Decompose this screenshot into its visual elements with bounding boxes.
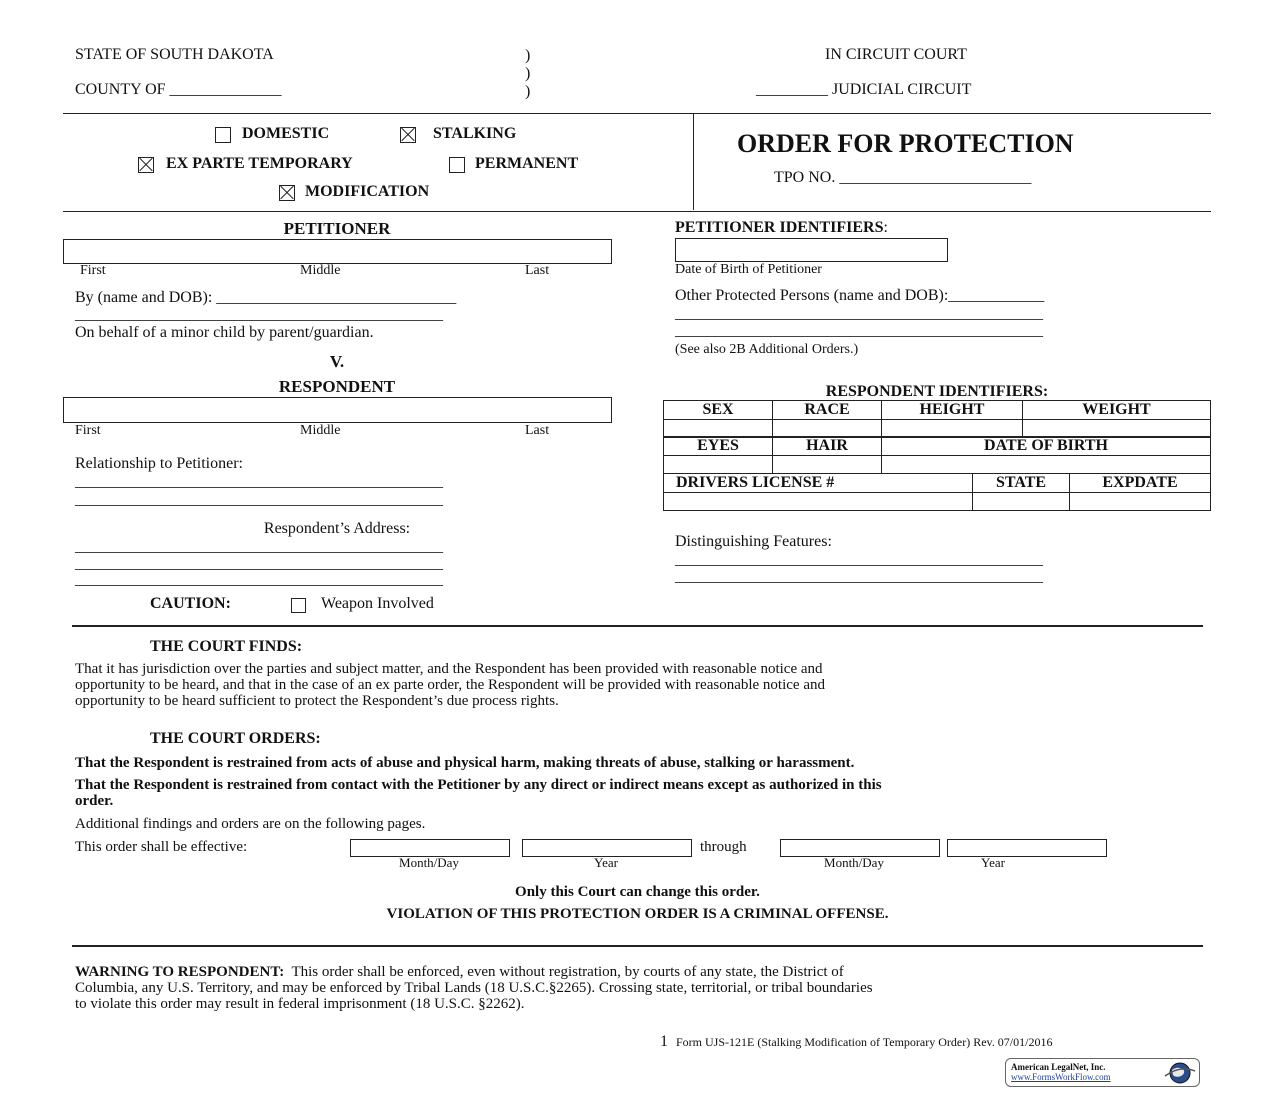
order-restraint-contact-2: order. [75,793,114,809]
caption-paren-1: ) [525,47,531,64]
race-header: RACE [773,401,882,420]
behalf-text: On behalf of a minor child by parent/guardian. [75,324,374,341]
petitioner-last-label: Last [525,263,550,278]
features-line-1: ______________________________________________ [675,551,1043,568]
hair-header: HAIR [773,437,882,456]
order-restraint-contact: That the Respondent is restrained from contact with the Petitioner by any direct or indirect means except as authorized in this [75,777,882,793]
address-line-1: ______________________________________________ [75,538,443,555]
stalking-label: STALKING [433,125,517,142]
form-number: Form UJS-121E (Stalking Modification of Temporary Order) Rev. 07/01/2016 [676,1035,1053,1049]
warning-label: WARNING TO RESPONDENT: [75,964,285,980]
ex-parte-label: EX PARTE TEMPORARY [166,155,353,172]
warning-divider [72,945,1203,947]
weight-header: WEIGHT [1023,401,1211,420]
sex-cell[interactable] [664,420,773,438]
end-month-day-label: Month/Day [824,855,884,870]
race-cell[interactable] [773,420,882,438]
modification-checkbox[interactable] [279,185,295,201]
petitioner-dob-field[interactable] [675,238,948,262]
relationship-line-2: ______________________________________________ [75,491,443,508]
petitioner-middle-label: Middle [300,263,341,278]
respondent-first-label: First [75,423,101,438]
ex-parte-checkbox[interactable] [138,157,154,173]
stalking-checkbox[interactable] [400,127,416,143]
weapon-label: Weapon Involved [321,595,434,612]
dl-state-cell[interactable] [973,493,1070,511]
other-protected-label: Other Protected Persons (name and DOB):____________ [675,287,1045,304]
respondent-identifiers-table-2 [663,436,1211,474]
court-orders-heading: THE COURT ORDERS: [150,730,321,747]
end-year-label: Year [981,855,1005,870]
start-year-label: Year [594,855,618,870]
additional-findings-note: Additional findings and orders are on the following pages. [75,816,426,832]
globe-icon [1163,1061,1197,1085]
caption-paren-3: ) [525,83,531,100]
findings-line-3: opportunity to be heard sufficient to protect the Respondent’s due process rights. [75,693,559,709]
start-month-day-label: Month/Day [399,855,459,870]
domestic-label: DOMESTIC [242,125,330,142]
findings-line-1: That it has jurisdiction over the parties and subject matter, and the Respondent has been provided with reasonable notice and [75,661,823,677]
by-name-dob-line: ______________________________________________ [75,306,443,323]
drivers-license-table [663,473,1211,511]
caution-label: CAUTION: [150,595,231,612]
weight-cell[interactable] [1023,420,1211,438]
respondent-identifiers-heading: RESPONDENT IDENTIFIERS: [825,383,1049,400]
permanent-checkbox[interactable] [449,157,465,173]
petitioner-identifiers-title: PETITIONER IDENTIFIERS [675,219,884,236]
petitioner-dob-label: Date of Birth of Petitioner [675,262,822,277]
weapon-checkbox[interactable] [291,598,306,613]
effective-label: This order shall be effective: [75,839,248,855]
section-divider [63,211,1211,212]
findings-line-2: opportunity to be heard, and that in the case of an ex parte order, the Respondent will be provided with reasonable notice and [75,677,825,693]
dob-header: DATE OF BIRTH [882,437,1211,456]
order-restraint-abuse: That the Respondent is restrained from acts of abuse and physical harm, making threats of abuse, stalking or harassment. [75,755,855,771]
expdate-cell[interactable] [1070,493,1211,511]
violation-warning: VIOLATION OF THIS PROTECTION ORDER IS A CRIMINAL OFFENSE. [386,906,889,922]
versus-label: V. [329,352,345,371]
dl-state-header: STATE [973,474,1070,493]
eyes-header: EYES [664,437,773,456]
address-line-3: ______________________________________________ [75,571,443,588]
tpo-number: TPO NO. ________________________ [774,169,1032,186]
address-line-2: ______________________________________________ [75,555,443,572]
respondent-address-label: Respondent’s Address: [263,520,411,537]
only-court-note: Only this Court can change this order. [515,884,760,900]
title-divider [693,114,694,210]
sex-header: SEX [664,401,773,420]
height-header: HEIGHT [882,401,1023,420]
logo-url-link[interactable]: www.FormsWorkFlow.com [1011,1072,1111,1082]
header-divider [63,113,1211,114]
county-label: COUNTY OF ______________ [75,81,282,98]
through-label: through [700,839,747,855]
domestic-checkbox[interactable] [215,127,231,143]
state-label: STATE OF SOUTH DAKOTA [75,46,274,63]
american-legalnet-logo[interactable] [1005,1058,1200,1087]
permanent-label: PERMANENT [475,155,579,172]
warning-line-1: This order shall be enforced, even without registration, by courts of any state, the District of [291,964,844,980]
circuit-label: _________ JUDICIAL CIRCUIT [756,81,972,98]
petitioner-identifiers-colon: : [883,219,888,236]
relationship-label: Relationship to Petitioner: [75,455,243,472]
hair-cell[interactable] [773,456,882,474]
warning-line-3: to violate this order may result in federal imprisonment (18 U.S.C. §2262). [75,996,525,1012]
respondent-middle-label: Middle [300,423,341,438]
court-finds-heading: THE COURT FINDS: [150,638,303,655]
features-line-2: ______________________________________________ [675,568,1043,585]
petitioner-name-field[interactable] [63,239,612,264]
other-protected-line-1: ______________________________________________ [675,305,1043,322]
drivers-license-header: DRIVERS LICENSE # [664,474,973,493]
petitioner-heading: PETITIONER [283,219,391,238]
warning-paragraph [75,964,844,981]
drivers-license-cell[interactable] [664,493,973,511]
eyes-cell[interactable] [664,456,773,474]
logo-company-name: American LegalNet, Inc. [1011,1062,1106,1072]
modification-label: MODIFICATION [305,183,430,200]
page-title: ORDER FOR PROTECTION [737,129,1074,158]
respondent-last-label: Last [525,423,550,438]
court-label: IN CIRCUIT COURT [825,46,967,63]
warning-line-2: Columbia, any U.S. Territory, and may be enforced by Tribal Lands (18 U.S.C.§2265). Crossing state, territorial, or tribal boundaries [75,980,873,996]
petitioner-first-label: First [80,263,106,278]
height-cell[interactable] [882,420,1023,438]
page-number: 1 [660,1033,668,1050]
see-also-note: (See also 2B Additional Orders.) [675,342,859,357]
expdate-header: EXPDATE [1070,474,1211,493]
distinguishing-features-label: Distinguishing Features: [675,533,832,550]
caution-divider [72,625,1203,627]
petitioner-identifiers-heading [675,219,888,237]
relationship-line-1: ______________________________________________ [75,473,443,490]
caption-paren-2: ) [525,65,531,82]
respondent-name-field[interactable] [63,397,612,423]
dob-cell[interactable] [882,456,1211,474]
other-protected-line-2: ______________________________________________ [675,322,1043,339]
respondent-heading: RESPONDENT [278,377,396,396]
by-name-dob: By (name and DOB): ______________________________ [75,289,457,306]
respondent-identifiers-table [663,400,1211,438]
